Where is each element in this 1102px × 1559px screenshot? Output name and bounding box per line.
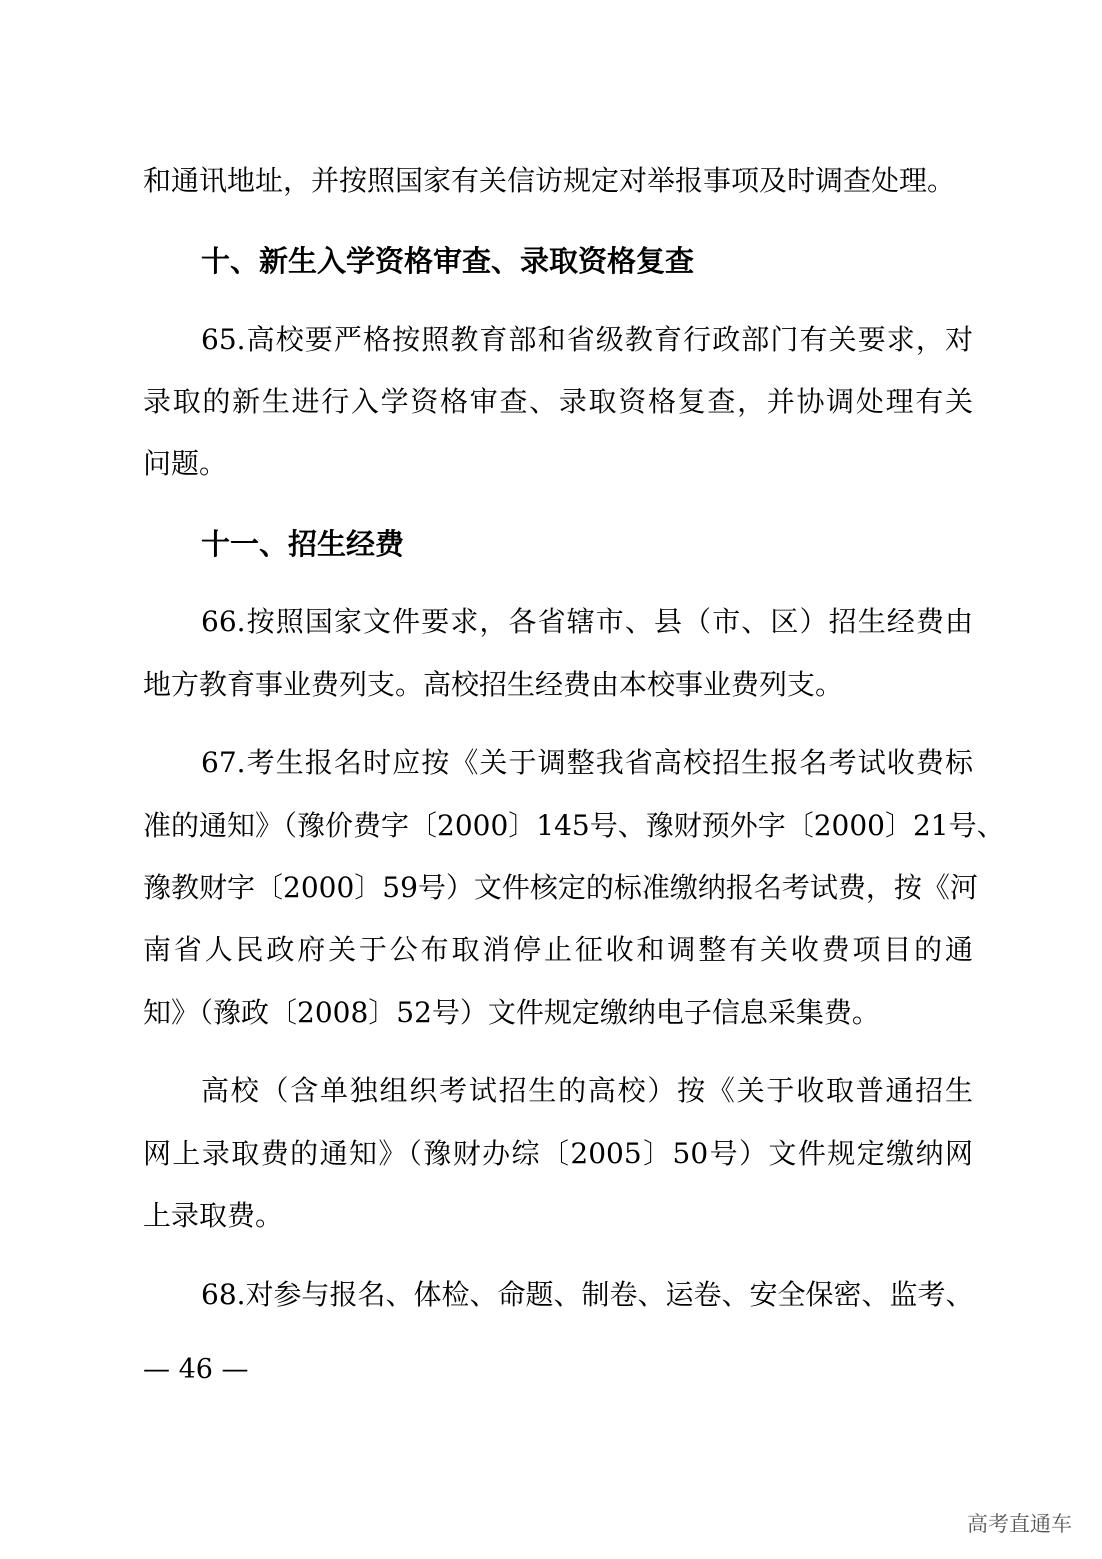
section-heading: 十一、招生经费 <box>201 527 405 561</box>
paragraph-line: 知》（豫政〔2008〕52号）文件规定缴纳电子信息采集费。 <box>143 996 880 1029</box>
paragraph-line: 65.高校要严格按照教育部和省级教育行政部门有关要求，对 <box>201 323 973 356</box>
paragraph-line: 地方教育事业费列支。高校招生经费由本校事业费列支。 <box>143 668 844 701</box>
paragraph-line: 和通讯地址，并按照国家有关信访规定对举报事项及时调查处理。 <box>143 164 956 197</box>
paragraph-line: 南省人民政府关于公布取消停止征收和调整有关收费项目的通 <box>143 933 973 966</box>
watermark: 高考直通车 <box>967 1512 1072 1536</box>
paragraph-line: 准的通知》（豫价费字〔2000〕145号、豫财预外字〔2000〕21号、 <box>143 809 1005 842</box>
paragraph-line: 67.考生报名时应按《关于调整我省高校招生报名考试收费标 <box>201 746 973 779</box>
paragraph-line: 问题。 <box>143 447 228 480</box>
paragraph-line: 68.对参与报名、体检、命题、制卷、运卷、安全保密、监考、 <box>201 1278 974 1311</box>
paragraph-line: 高校（含单独组织考试招生的高校）按《关于收取普通招生 <box>201 1074 973 1107</box>
paragraph-line: 网上录取费的通知》（豫财办综〔2005〕50号）文件规定缴纳网 <box>143 1137 973 1170</box>
page-number: — 46 — <box>143 1354 249 1385</box>
paragraph-line: 上录取费。 <box>143 1199 284 1232</box>
section-heading: 十、新生入学资格审查、录取资格复查 <box>201 244 695 278</box>
paragraph-line: 66.按照国家文件要求，各省辖市、县（市、区）招生经费由 <box>201 605 973 638</box>
paragraph-line: 豫教财字〔2000〕59号）文件核定的标准缴纳报名考试费，按《河 <box>143 871 978 904</box>
paragraph-line: 录取的新生进行入学资格审查、录取资格复查，并协调处理有关 <box>143 385 973 418</box>
